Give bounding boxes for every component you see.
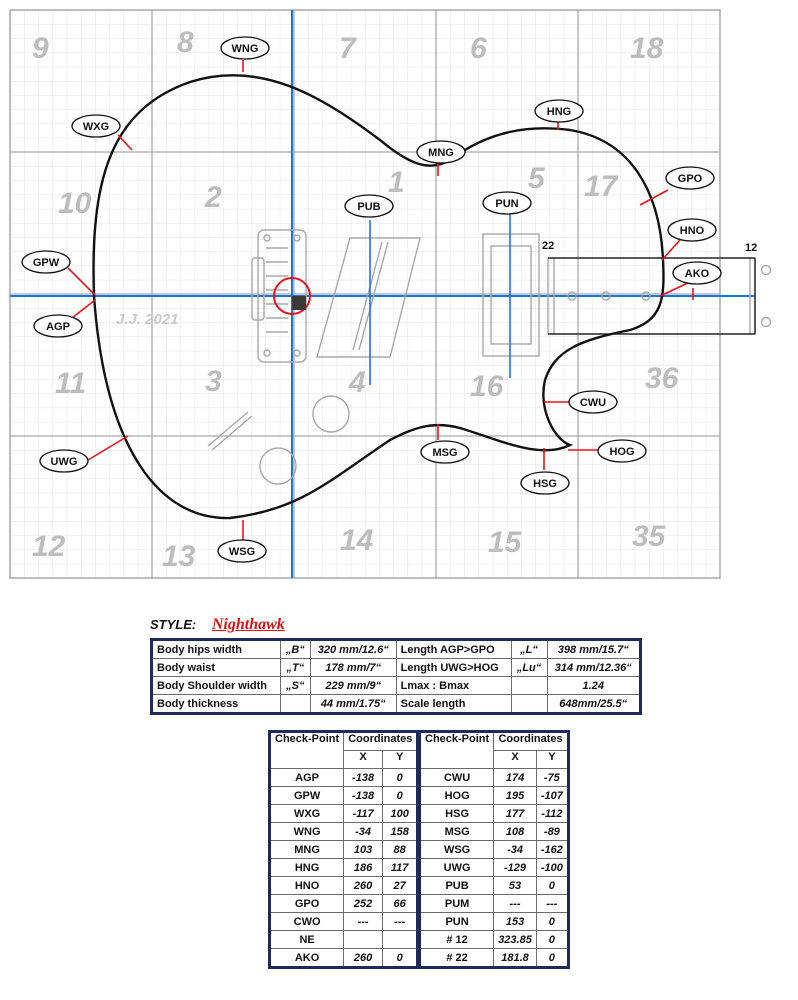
checkpoint-pub <box>345 195 393 217</box>
checkpoint-cell: NE <box>270 931 344 949</box>
zone-label: 10 <box>58 187 92 220</box>
zone-label: 3 <box>205 365 222 398</box>
spec-value: 314 mm/12.36“ <box>547 659 641 677</box>
table-row <box>420 931 569 949</box>
fret-12-label: 12 <box>745 242 758 254</box>
zone-label: 13 <box>162 540 196 573</box>
y-cell: --- <box>536 895 568 913</box>
checkpoint-header: Check-Point <box>270 732 344 769</box>
zone-label: 5 <box>528 162 545 195</box>
spec-label: Length UWG>HOG <box>396 659 511 677</box>
spec-label: Lmax : Bmax <box>396 677 511 695</box>
checkpoint-cell: PUB <box>420 877 494 895</box>
svg-text:GPW: GPW <box>32 257 60 269</box>
y-cell: 88 <box>382 841 417 859</box>
table-row <box>420 769 569 787</box>
zone-label: 15 <box>488 526 522 559</box>
y-cell: 100 <box>382 805 417 823</box>
x-cell: -34 <box>494 841 537 859</box>
zone-label: 4 <box>349 366 366 399</box>
y-cell: 27 <box>382 877 417 895</box>
x-cell: 108 <box>494 823 537 841</box>
spec-label: Body waist <box>152 659 281 677</box>
checkpoint-hsg <box>521 472 569 494</box>
coordinates-header: Coordinates <box>494 732 569 751</box>
y-cell: 0 <box>382 787 417 805</box>
spec-value: 648mm/25.5“ <box>547 695 641 714</box>
spec-symbol <box>511 677 547 695</box>
spec-row <box>152 640 641 659</box>
y-cell: 0 <box>536 913 568 931</box>
table-row <box>420 805 569 823</box>
table-row <box>270 841 418 859</box>
table-row <box>420 823 569 841</box>
y-cell: 117 <box>382 859 417 877</box>
x-cell: 260 <box>344 877 383 895</box>
checkpoint-agp <box>34 315 82 337</box>
spec-value: 44 mm/1.75“ <box>310 695 396 714</box>
checkpoint-cell: CWU <box>420 769 494 787</box>
table-row <box>420 787 569 805</box>
table-row <box>270 895 418 913</box>
x-cell: 260 <box>344 949 383 968</box>
x-cell: 153 <box>494 913 537 931</box>
x-header: X <box>494 751 537 769</box>
svg-text:CWU: CWU <box>579 397 607 409</box>
svg-text:HOG: HOG <box>609 446 635 458</box>
table-row <box>420 949 569 968</box>
spec-label: Length AGP>GPO <box>396 640 511 659</box>
zone-label: 16 <box>470 370 504 403</box>
svg-text:AGP: AGP <box>46 321 70 333</box>
checkpoint-cell: UWG <box>420 859 494 877</box>
table-row <box>420 877 569 895</box>
zone-label: 36 <box>645 362 679 395</box>
y-cell: 0 <box>536 877 568 895</box>
y-cell: 0 <box>536 931 568 949</box>
table-row <box>270 877 418 895</box>
x-cell: 177 <box>494 805 537 823</box>
zone-label: 14 <box>340 524 374 557</box>
svg-text:WSG: WSG <box>228 546 256 558</box>
table-row <box>270 913 418 931</box>
checkpoint-cell: HSG <box>420 805 494 823</box>
y-cell: -162 <box>536 841 568 859</box>
checkpoint-cell: PUM <box>420 895 494 913</box>
zone-label: 2 <box>205 181 222 214</box>
y-cell: -112 <box>536 805 568 823</box>
y-cell: -75 <box>536 769 568 787</box>
x-cell: 186 <box>344 859 383 877</box>
x-cell: --- <box>494 895 537 913</box>
spec-symbol <box>511 695 547 714</box>
table-row <box>270 787 418 805</box>
checkpoint-hng <box>535 100 583 122</box>
checkpoint-cell: WXG <box>270 805 344 823</box>
style-label: STYLE: <box>150 617 197 632</box>
spec-value: 229 mm/9“ <box>310 677 396 695</box>
checkpoint-cell: GPW <box>270 787 344 805</box>
zone-label: 6 <box>470 32 487 65</box>
x-cell: -138 <box>344 769 383 787</box>
author-signature: J.J. 2021 <box>116 311 179 328</box>
checkpoint-cell: HNG <box>270 859 344 877</box>
x-cell: -129 <box>494 859 537 877</box>
checkpoint-cell: WSG <box>420 841 494 859</box>
svg-text:MNG: MNG <box>428 147 454 159</box>
svg-text:HSG: HSG <box>533 478 557 490</box>
specs-table <box>150 638 642 715</box>
x-header: X <box>344 751 383 769</box>
svg-text:MSG: MSG <box>432 447 458 459</box>
checkpoint-cell: HNO <box>270 877 344 895</box>
coordinates-table-right <box>418 730 570 969</box>
x-cell: -34 <box>344 823 383 841</box>
spec-value: 1.24 <box>547 677 641 695</box>
zone-label: 9 <box>32 32 49 65</box>
spec-symbol: „L“ <box>511 640 547 659</box>
svg-text:UWG: UWG <box>50 456 78 468</box>
checkpoint-cell: MNG <box>270 841 344 859</box>
style-name: Nighthawk <box>211 616 285 633</box>
table-row <box>270 859 418 877</box>
table-row <box>270 931 418 949</box>
zone-label: 11 <box>55 367 87 400</box>
table-row <box>270 823 418 841</box>
y-cell: -89 <box>536 823 568 841</box>
y-cell: 0 <box>536 949 568 968</box>
svg-text:WNG: WNG <box>231 43 259 55</box>
table-row <box>420 913 569 931</box>
checkpoint-cell: PUN <box>420 913 494 931</box>
svg-text:HNG: HNG <box>546 106 572 118</box>
y-header: Y <box>536 751 568 769</box>
x-cell: 195 <box>494 787 537 805</box>
y-cell: --- <box>382 913 417 931</box>
spec-row <box>152 659 641 677</box>
x-cell: --- <box>344 913 383 931</box>
spec-symbol: „B“ <box>280 640 310 659</box>
x-cell: -138 <box>344 787 383 805</box>
checkpoint-ako <box>673 262 721 284</box>
checkpoint-cell: AKO <box>270 949 344 968</box>
checkpoint-cell: WNG <box>270 823 344 841</box>
checkpoint-cell: HOG <box>420 787 494 805</box>
svg-text:WXG: WXG <box>82 121 110 133</box>
y-cell: -107 <box>536 787 568 805</box>
zone-label: 17 <box>584 170 618 203</box>
table-row <box>270 805 418 823</box>
checkpoint-hog <box>598 440 646 462</box>
svg-text:AKO: AKO <box>684 268 710 280</box>
checkpoint-cell: # 22 <box>420 949 494 968</box>
zone-label: 12 <box>32 530 66 563</box>
y-header: Y <box>382 751 417 769</box>
spec-label: Scale length <box>396 695 511 714</box>
style-line <box>150 616 285 634</box>
spec-label: Body hips width <box>152 640 281 659</box>
spec-label: Body Shoulder width <box>152 677 281 695</box>
checkpoint-wng <box>221 37 269 59</box>
checkpoint-wsg <box>218 540 266 562</box>
checkpoint-cwu <box>569 391 617 413</box>
y-cell: -100 <box>536 859 568 877</box>
x-cell: 103 <box>344 841 383 859</box>
table-row <box>270 949 418 968</box>
y-cell: 0 <box>382 769 417 787</box>
table-row <box>420 895 569 913</box>
spec-symbol: „S“ <box>280 677 310 695</box>
zone-label: 35 <box>632 520 666 553</box>
svg-text:HNO: HNO <box>679 225 705 237</box>
checkpoint-cell: GPO <box>270 895 344 913</box>
checkpoint-cell: CWO <box>270 913 344 931</box>
grid <box>10 10 720 578</box>
svg-text:PUB: PUB <box>357 201 381 213</box>
table-row <box>270 769 418 787</box>
x-cell <box>344 931 383 949</box>
zone-label: 7 <box>339 32 356 65</box>
coordinates-table-left <box>268 730 419 969</box>
zone-label: 8 <box>177 26 194 59</box>
x-cell: 323.85 <box>494 931 537 949</box>
table-row <box>420 859 569 877</box>
checkpoint-cell: AGP <box>270 769 344 787</box>
checkpoint-mng <box>417 141 465 163</box>
zone-label: 1 <box>388 166 405 199</box>
y-cell: 0 <box>382 949 417 968</box>
y-cell: 158 <box>382 823 417 841</box>
svg-text:GPO: GPO <box>677 173 703 185</box>
spec-symbol: „T“ <box>280 659 310 677</box>
x-cell: 181.8 <box>494 949 537 968</box>
checkpoint-header: Check-Point <box>420 732 494 769</box>
checkpoint-gpo <box>666 167 714 189</box>
x-cell: 53 <box>494 877 537 895</box>
svg-text:PUN: PUN <box>495 198 519 210</box>
y-cell: 66 <box>382 895 417 913</box>
x-cell: 252 <box>344 895 383 913</box>
y-cell <box>382 931 417 949</box>
coordinates-header: Coordinates <box>344 732 418 751</box>
checkpoint-uwg <box>40 450 88 472</box>
zone-label: 18 <box>630 32 664 65</box>
checkpoint-pun <box>483 192 531 214</box>
x-cell: 174 <box>494 769 537 787</box>
x-cell: -117 <box>344 805 383 823</box>
spec-value: 320 mm/12.6“ <box>310 640 396 659</box>
checkpoint-hno <box>668 219 716 241</box>
checkpoint-cell: # 12 <box>420 931 494 949</box>
fret-22-label: 22 <box>542 240 555 252</box>
spec-row <box>152 677 641 695</box>
checkpoint-msg <box>421 441 469 463</box>
table-row <box>420 841 569 859</box>
spec-value: 398 mm/15.7“ <box>547 640 641 659</box>
spec-symbol: „Lu“ <box>511 659 547 677</box>
spec-label: Body thickness <box>152 695 281 714</box>
checkpoint-gpw <box>22 251 70 273</box>
spec-symbol <box>280 695 310 714</box>
checkpoint-wxg <box>72 115 120 137</box>
spec-value: 178 mm/7“ <box>310 659 396 677</box>
checkpoint-cell: MSG <box>420 823 494 841</box>
spec-row <box>152 695 641 714</box>
